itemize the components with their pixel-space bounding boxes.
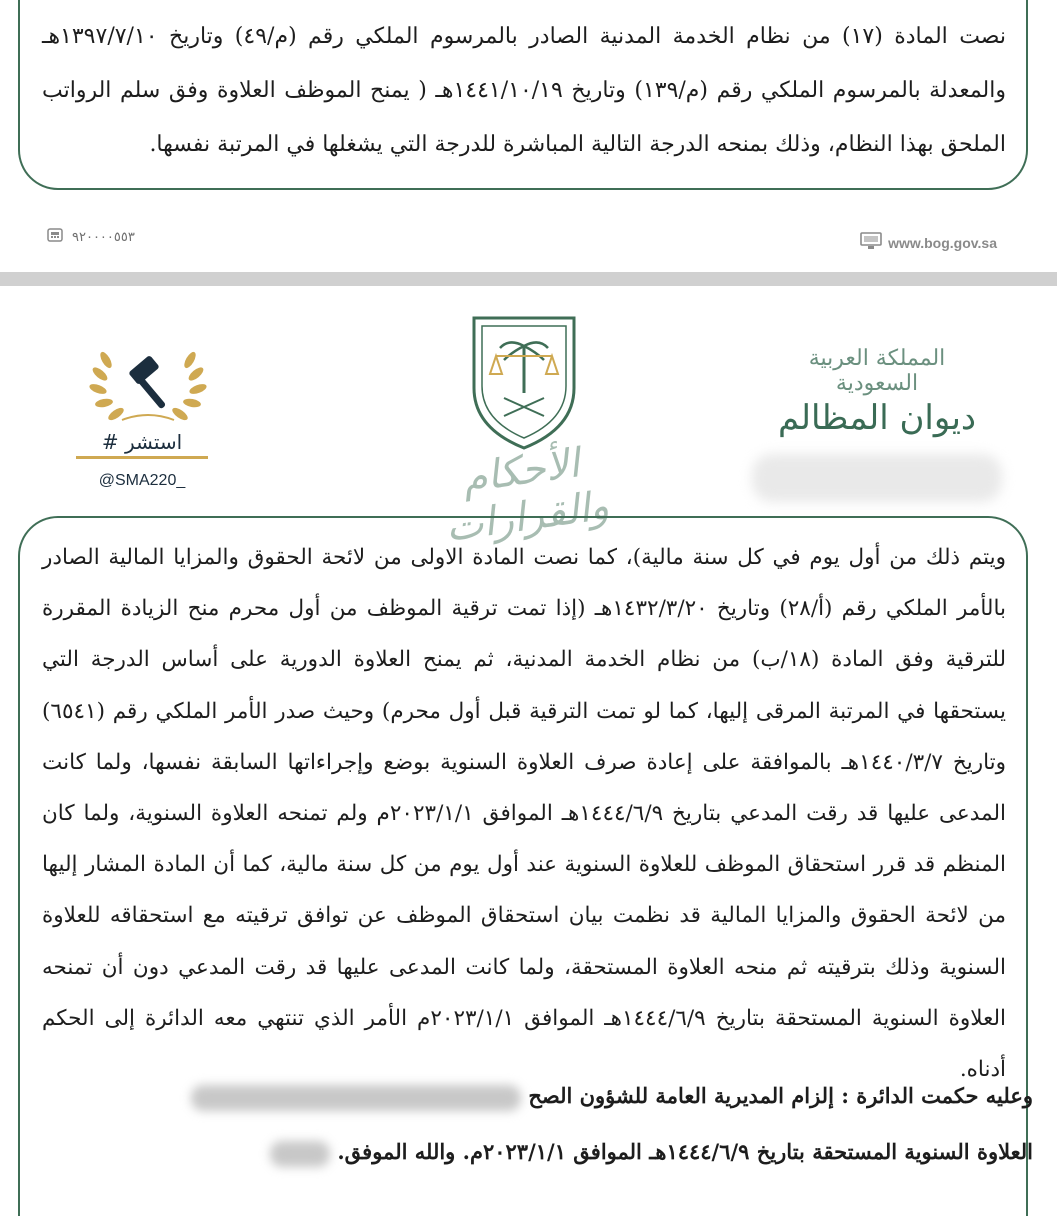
gavel-laurel-icon	[78, 340, 218, 430]
redacted-amount	[270, 1141, 330, 1167]
footer-phone	[46, 226, 135, 248]
emblem-caption: الأحكام والقرارات	[442, 440, 612, 551]
brand-line-kingdom: المملكة العربية السعودية	[808, 346, 946, 396]
document-page-top	[0, 0, 1057, 272]
monitor-icon	[860, 232, 882, 253]
phone-icon	[46, 226, 64, 248]
hashtag-label: # استشر	[76, 430, 208, 459]
page-footer	[0, 218, 1057, 258]
redacted-name	[191, 1085, 521, 1111]
verdict-text-1: وعليه حكمت الدائرة : إلزام المديرية العامة للشؤون الصح	[528, 1083, 1033, 1108]
paragraph-article-17: نصت المادة (١٧) من نظام الخدمة المدنية الصادر بالمرسوم الملكي رقم (م/٤٩) وتاريخ ١٣٩٧/٧/١٠هـ والمعدلة بالمرسوم الملكي رقم (م/١٣٩) وتاريخ ١٤٤١/١٠/١٩هـ ( يمنح الموظف العلاوة وفق سلم الرواتب الملحق بهذا النظام، وذلك بمنحه الدرجة التالية المباشرة للدرجة التي يشغلها في المرتبة نفسها.	[42, 24, 1007, 157]
text-frame-top	[18, 0, 1028, 190]
twitter-handle: @SMA220_	[98, 472, 186, 489]
website-url: www.bog.gov.sa	[888, 234, 997, 251]
document-page-ruling	[0, 286, 1057, 1200]
phone-number: ٩٢٠٠٠٠٥٥٣	[72, 229, 135, 245]
paragraph-ruling-reasoning: ويتم ذلك من أول يوم في كل سنة مالية)، كما نصت المادة الاولى من لائحة الحقوق والمزايا المالية الصادر بالأمر الملكي رقم (أ/٢٨) وتاريخ ١٤٣٢/٣/٢٠هـ (إذا تمت ترقية الموظف من أول محرم منح الزيادة المقررة للترقية وفق المادة (١٨/ب) من نظام الخدمة المدنية، ثم يمنح العلاوة الدورية على أساس الدرجة التي يستحقها في المرتبة المرقى إليها، كما لو تمت الترقية قبل أول محرم) وحيث صدر الأمر الملكي رقم (٦٥٤١) وتاريخ ١٤٤٠/٣/٧هـ بالموافقة على إعادة صرف العلاوة السنوية بوضع وإجراءاتها السابقة نفسها، ولما كانت المدعى عليها قد رقت المدعي بتاريخ ١٤٤٤/٦/٩هـ الموافق ٢٠٢٣/١/١م ولم تمنحه العلاوة السنوية، ولما كان المنظم قد قرر استحقاق الموظف للعلاوة السنوية عند أول يوم من كل سنة مالية، كما أن المادة المشار إليها من لائحة الحقوق والمزايا المالية قد نظمت بيان استحقاق الموظف عن توافق ترقيته مع استحقاقه للعلاوة السنوية وذلك بترقيته ثم منحه العلاوة المستحقة، ولما كانت المدعى عليها قد رقت المدعي دون أن تمنحه العلاوة السنوية المستحقة بتاريخ ١٤٤٤/٦/٩هـ الموافق ٢٠٢٣/١/١م الأمر الذي تنتهي معه الدائرة إلى الحكم أدناه.	[42, 545, 1007, 1083]
verdict-line-1	[22, 1068, 1033, 1124]
verdict-text-2: العلاوة السنوية المستحقة بتاريخ ١٤٤٤/٦/٩هـ الموافق ٢٠٢٣/١/١م. والله الموفق.	[337, 1139, 1033, 1164]
brand-line-diwan: ديوان المظالم	[777, 398, 977, 438]
redacted-area	[752, 454, 1002, 502]
footer-website[interactable]	[860, 232, 997, 253]
board-of-grievances-brand	[777, 346, 977, 438]
verdict-block	[22, 1068, 1033, 1180]
page-separator	[0, 272, 1057, 286]
verdict-line-2	[22, 1124, 1033, 1180]
rulings-emblem	[404, 298, 644, 551]
